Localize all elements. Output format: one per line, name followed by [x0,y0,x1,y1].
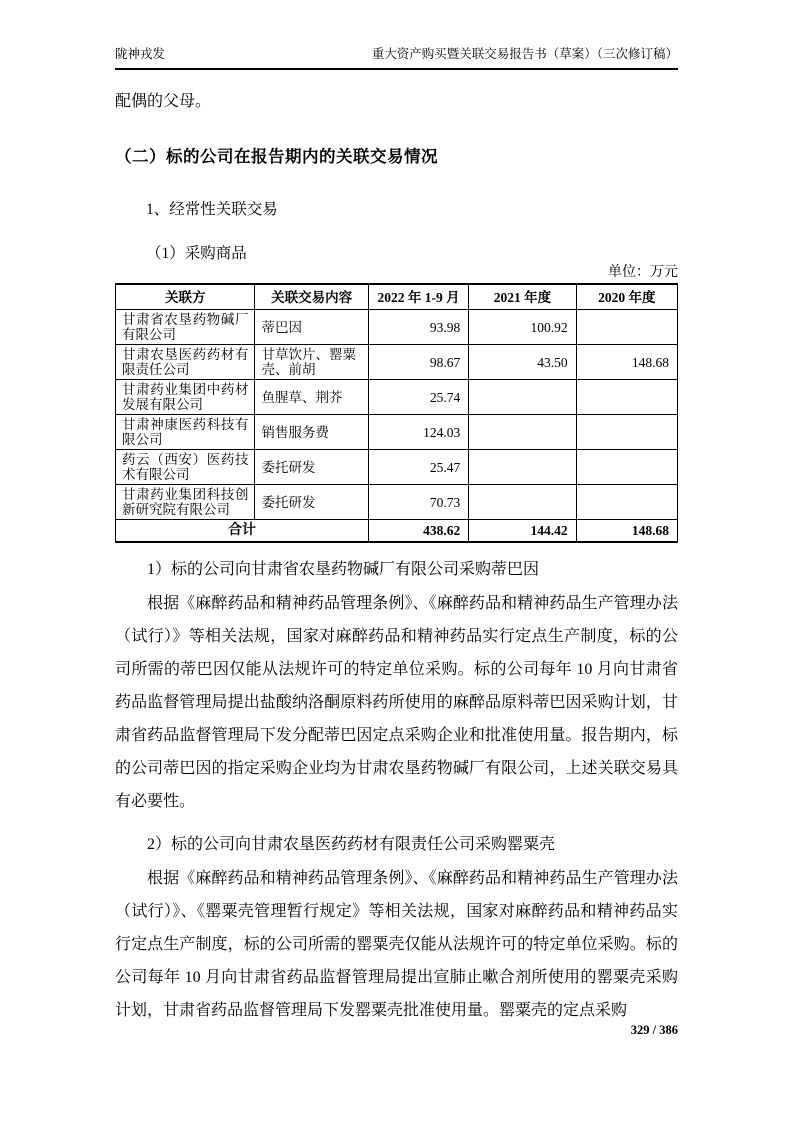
related-party-transactions-table [115,283,678,543]
cell-2021 [469,485,576,520]
cell-2022: 93.98 [368,310,468,345]
cell-2021 [469,380,576,415]
table-total-row [116,520,678,543]
column-header-2021: 2021 年度 [469,284,576,310]
cell-2020 [576,310,677,345]
cell-2020 [576,380,677,415]
item-2-heading: 2）标的公司向甘肃农垦医药药材有限责任公司采购罂粟壳 [147,836,556,854]
column-header-2022: 2022 年 1-9 月 [368,284,468,310]
cell-content: 鱼腥草、荆芥 [255,380,368,415]
cell-2022: 124.03 [368,415,468,450]
column-header-transaction-content: 关联交易内容 [255,284,368,310]
total-2021: 144.42 [469,520,576,543]
table-row [116,310,678,345]
cell-2020: 148.68 [576,345,677,380]
table-row [116,485,678,520]
cell-2022: 98.67 [368,345,468,380]
subsection-1-heading: 1、经常性关联交易 [146,201,278,219]
carryover-text: 配偶的父母。 [115,93,212,111]
cell-2021 [469,415,576,450]
cell-2020 [576,450,677,485]
cell-2020 [576,485,677,520]
subsection-2-heading: （1）采购商品 [146,245,247,263]
total-2020: 148.68 [576,520,677,543]
cell-2022: 25.47 [368,450,468,485]
cell-party: 药云（西安）医药技术有限公司 [116,450,255,485]
cell-2022: 25.74 [368,380,468,415]
cell-content: 销售服务费 [255,415,368,450]
page-number: 329 / 386 [630,1023,678,1037]
cell-party: 甘肃药业集团中药材发展有限公司 [116,380,255,415]
table-header-row [116,284,678,310]
cell-content: 甘草饮片、罂粟壳、前胡 [255,345,368,380]
cell-party: 甘肃省农垦药物碱厂有限公司 [116,310,255,345]
item-1-paragraph: 根据《麻醉药品和精神药品管理条例》、《麻醉药品和精神药品生产管理办法（试行）》等相关法规，国家对麻醉药品和精神药品实行定点生产制度，标的公司所需的蒂巴因仅能从法规许可的特定单位采购。标的公司每年 10 月向甘肃省药品监督管理局提出盐酸纳洛酮原料药所使用的麻醉品原料蒂巴因采购计划，甘肃省药品监督管理局下发分配蒂巴因定点采购企业和批准使用量。报告期内，标的公司蒂巴因的指定采购企业均为甘肃农垦药物碱厂有限公司，上述关联交易具有必要性。 [115,595,678,811]
item-2-paragraph: 根据《麻醉药品和精神药品管理条例》、《麻醉药品和精神药品生产管理办法（试行）》、《罂粟壳管理暂行规定》等相关法规，国家对麻醉药品和精神药品实行定点生产制度，标的公司所需的罂粟壳仅能从法规许可的特定单位采购。标的公司每年 10 月向甘肃省药品监督管理局提出宣肺止嗽合剂所使用的罂粟壳采购计划，甘肃省药品监督管理局下发罂粟壳批准使用量。罂粟壳的定点采购 [115,870,678,1020]
cell-content: 蒂巴因 [255,310,368,345]
cell-2021: 43.50 [469,345,576,380]
cell-2021: 100.92 [469,310,576,345]
total-2022: 438.62 [368,520,468,543]
cell-party: 甘肃农垦医药药材有限责任公司 [116,345,255,380]
column-header-2020: 2020 年度 [576,284,677,310]
cell-2021 [469,450,576,485]
section-heading: （二）标的公司在报告期内的关联交易情况 [115,147,438,167]
cell-party: 甘肃神康医药科技有限公司 [116,415,255,450]
cell-2020 [576,415,677,450]
cell-content: 委托研发 [255,450,368,485]
unit-label: 单位：万元 [608,265,678,281]
cell-2022: 70.73 [368,485,468,520]
item-1-heading: 1）标的公司向甘肃省农垦药物碱厂有限公司采购蒂巴因 [147,561,540,579]
column-header-related-party: 关联方 [116,284,255,310]
header-right-title: 重大资产购买暨关联交易报告书（草案）（三次修订稿） [371,47,678,61]
cell-party: 甘肃药业集团科技创新研究院有限公司 [116,485,255,520]
table-row [116,450,678,485]
table-row [116,380,678,415]
total-label: 合计 [116,520,369,543]
table-row [116,415,678,450]
cell-content: 委托研发 [255,485,368,520]
table-row [116,345,678,380]
document-header [115,46,678,70]
header-left-title: 陇神戎发 [115,47,166,61]
